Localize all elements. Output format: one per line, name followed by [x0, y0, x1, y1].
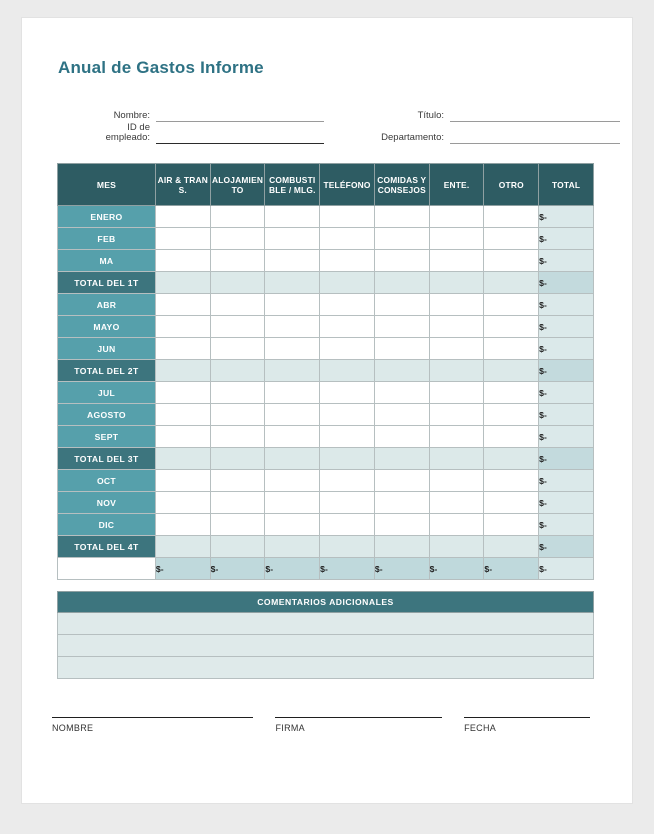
signature-line-nombre[interactable] [52, 708, 253, 718]
table-row [58, 536, 594, 558]
cell-input[interactable] [484, 404, 539, 426]
cell-input[interactable] [484, 470, 539, 492]
cell-input[interactable] [484, 426, 539, 448]
cell-input[interactable] [265, 470, 320, 492]
field-name [52, 108, 324, 122]
cell-input[interactable] [429, 338, 484, 360]
cell-input[interactable] [484, 338, 539, 360]
comments-title: COMENTARIOS ADICIONALES [58, 592, 594, 613]
cell-input[interactable] [429, 514, 484, 536]
cell-input[interactable] [320, 404, 375, 426]
field-department [324, 130, 620, 144]
cell-input[interactable] [429, 272, 484, 294]
cell-input[interactable] [320, 382, 375, 404]
table-row [58, 382, 594, 404]
cell-input[interactable] [210, 316, 265, 338]
cell-input[interactable] [484, 272, 539, 294]
title-input[interactable] [450, 108, 620, 122]
cell-input[interactable] [374, 514, 429, 536]
table-row [58, 558, 594, 580]
comment-row [58, 635, 594, 657]
cell-input[interactable] [429, 316, 484, 338]
field-title [324, 108, 620, 122]
form-row-id-department [52, 122, 612, 144]
cell-input[interactable] [155, 536, 210, 558]
column-header-ente: ENTE. [429, 164, 484, 206]
cell-row-total: $- [539, 272, 594, 294]
cell-input[interactable] [210, 206, 265, 228]
signature-block-nombre [52, 708, 253, 733]
row-label-total-del-3t: TOTAL DEL 3T [58, 448, 156, 470]
cell-input[interactable] [484, 382, 539, 404]
cell-input[interactable] [265, 426, 320, 448]
expense-table [57, 163, 594, 580]
cell-input[interactable] [374, 404, 429, 426]
employee-id-input[interactable] [156, 130, 324, 144]
cell-input[interactable] [265, 448, 320, 470]
comment-input[interactable] [58, 635, 594, 657]
cell-input[interactable] [210, 514, 265, 536]
cell-input[interactable] [210, 426, 265, 448]
cell-input[interactable] [265, 492, 320, 514]
cell-input[interactable]: $- [265, 558, 320, 580]
cell-input[interactable] [155, 338, 210, 360]
cell-input[interactable] [484, 228, 539, 250]
comment-row [58, 657, 594, 679]
form-row-name-title [52, 104, 612, 122]
employee-id-label-line2: empleado: [105, 132, 150, 143]
cell-input[interactable] [484, 250, 539, 272]
table-row [58, 228, 594, 250]
cell-input[interactable] [265, 514, 320, 536]
cell-input[interactable] [320, 250, 375, 272]
cell-input[interactable] [155, 404, 210, 426]
cell-input[interactable] [374, 294, 429, 316]
cell-input[interactable] [210, 404, 265, 426]
employee-id-label-line1: ID de [127, 122, 150, 133]
cell-row-total: $- [539, 492, 594, 514]
signature-block-firma [275, 708, 442, 733]
comment-input[interactable] [58, 613, 594, 635]
cell-row-total: $- [539, 382, 594, 404]
cell-input[interactable] [155, 316, 210, 338]
cell-row-total: $- [539, 470, 594, 492]
cell-input[interactable] [374, 426, 429, 448]
cell-input[interactable] [429, 206, 484, 228]
column-header-total: TOTAL [539, 164, 594, 206]
signature-line-fecha[interactable] [464, 708, 590, 718]
column-header-alojamiento: ALOJAMIENTO [210, 164, 265, 206]
cell-input[interactable] [429, 470, 484, 492]
cell-input[interactable] [484, 316, 539, 338]
cell-input[interactable] [210, 536, 265, 558]
name-input[interactable] [156, 108, 324, 122]
cell-input[interactable] [374, 316, 429, 338]
cell-row-total: $- [539, 426, 594, 448]
cell-row-total: $- [539, 338, 594, 360]
signature-area [52, 708, 612, 733]
cell-input[interactable] [320, 294, 375, 316]
cell-input[interactable] [155, 272, 210, 294]
column-header-telefono: TELÉFONO [320, 164, 375, 206]
cell-row-total: $- [539, 206, 594, 228]
cell-input[interactable] [320, 206, 375, 228]
department-input[interactable] [450, 130, 620, 144]
cell-input[interactable] [374, 470, 429, 492]
signature-caption-fecha: FECHA [464, 723, 497, 733]
cell-input[interactable] [320, 316, 375, 338]
row-label-abr: ABR [58, 294, 156, 316]
row-label-sept: SEPT [58, 426, 156, 448]
column-header-combustible: COMBUSTIBLE / MLG. [265, 164, 320, 206]
row-label-blank [58, 558, 156, 580]
cell-input[interactable] [265, 360, 320, 382]
cell-input[interactable] [210, 272, 265, 294]
cell-input[interactable] [155, 228, 210, 250]
cell-input[interactable] [210, 338, 265, 360]
row-label-ma: MA [58, 250, 156, 272]
table-row [58, 448, 594, 470]
cell-input[interactable] [374, 338, 429, 360]
cell-input[interactable] [210, 228, 265, 250]
cell-input[interactable] [374, 382, 429, 404]
table-row [58, 294, 594, 316]
comment-row [58, 613, 594, 635]
cell-input[interactable] [320, 272, 375, 294]
cell-row-total: $- [539, 316, 594, 338]
title-label: Título: [417, 110, 444, 121]
cell-input[interactable] [484, 514, 539, 536]
cell-input[interactable] [155, 250, 210, 272]
cell-input[interactable] [484, 448, 539, 470]
cell-row-total: $- [539, 228, 594, 250]
comment-input[interactable] [58, 657, 594, 679]
table-header [58, 164, 594, 206]
table-row [58, 492, 594, 514]
row-label-total-del-1t: TOTAL DEL 1T [58, 272, 156, 294]
row-label-nov: NOV [58, 492, 156, 514]
cell-input[interactable] [374, 492, 429, 514]
table-row [58, 272, 594, 294]
cell-input[interactable] [320, 492, 375, 514]
name-label: Nombre: [113, 110, 150, 121]
signature-caption-firma: FIRMA [275, 723, 305, 733]
cell-input[interactable] [320, 360, 375, 382]
cell-input[interactable] [429, 360, 484, 382]
cell-input[interactable] [155, 492, 210, 514]
cell-input[interactable] [265, 250, 320, 272]
cell-input[interactable] [265, 294, 320, 316]
table-header-row [58, 164, 594, 206]
cell-input[interactable] [210, 448, 265, 470]
cell-input[interactable]: $- [429, 558, 484, 580]
table-row [58, 360, 594, 382]
cell-input[interactable] [210, 360, 265, 382]
row-label-total-del-4t: TOTAL DEL 4T [58, 536, 156, 558]
row-label-jun: JUN [58, 338, 156, 360]
document-page [22, 18, 632, 803]
cell-input[interactable] [374, 250, 429, 272]
cell-input[interactable] [210, 492, 265, 514]
cell-input[interactable] [265, 228, 320, 250]
column-header-otro: OTRO [484, 164, 539, 206]
cell-input[interactable] [429, 294, 484, 316]
cell-input[interactable] [374, 228, 429, 250]
row-label-dic: DIC [58, 514, 156, 536]
table-row [58, 426, 594, 448]
cell-input[interactable] [429, 448, 484, 470]
table-row [58, 250, 594, 272]
cell-input[interactable] [155, 426, 210, 448]
cell-input[interactable] [210, 470, 265, 492]
cell-input[interactable] [155, 206, 210, 228]
cell-input[interactable] [265, 382, 320, 404]
cell-input[interactable] [265, 338, 320, 360]
cell-input[interactable]: $- [484, 558, 539, 580]
cell-input[interactable]: $- [155, 558, 210, 580]
cell-input[interactable] [155, 360, 210, 382]
cell-input[interactable] [320, 448, 375, 470]
table-body [58, 206, 594, 580]
table-row [58, 338, 594, 360]
cell-input[interactable] [265, 206, 320, 228]
cell-input[interactable] [429, 404, 484, 426]
cell-row-total: $- [539, 536, 594, 558]
table-row [58, 404, 594, 426]
cell-input[interactable] [374, 448, 429, 470]
comments-header [58, 592, 594, 613]
cell-input[interactable]: $- [374, 558, 429, 580]
table-row [58, 514, 594, 536]
cell-row-total: $- [539, 404, 594, 426]
cell-input[interactable] [210, 250, 265, 272]
cell-input[interactable] [265, 404, 320, 426]
cell-input[interactable] [374, 360, 429, 382]
column-header-comidas: COMIDAS Y CONSEJOS [374, 164, 429, 206]
signature-line-firma[interactable] [275, 708, 442, 718]
comments-table [57, 591, 594, 679]
cell-input[interactable] [155, 470, 210, 492]
cell-row-total: $- [539, 360, 594, 382]
cell-input[interactable] [484, 492, 539, 514]
cell-input[interactable] [155, 382, 210, 404]
cell-input[interactable] [320, 426, 375, 448]
cell-row-total: $- [539, 448, 594, 470]
row-label-mayo: MAYO [58, 316, 156, 338]
page-title: Anual de Gastos Informe [58, 58, 264, 77]
cell-input[interactable] [155, 514, 210, 536]
cell-input[interactable] [210, 382, 265, 404]
cell-input[interactable] [320, 228, 375, 250]
cell-input[interactable] [374, 536, 429, 558]
cell-input[interactable] [320, 470, 375, 492]
cell-row-total: $- [539, 558, 594, 580]
cell-input[interactable] [374, 272, 429, 294]
cell-input[interactable] [320, 338, 375, 360]
cell-input[interactable]: $- [210, 558, 265, 580]
cell-input[interactable] [155, 448, 210, 470]
signature-caption-nombre: NOMBRE [52, 723, 94, 733]
cell-input[interactable] [484, 360, 539, 382]
form-fields [52, 104, 612, 144]
table-row [58, 470, 594, 492]
cell-input[interactable] [265, 536, 320, 558]
cell-input[interactable]: $- [320, 558, 375, 580]
row-label-agosto: AGOSTO [58, 404, 156, 426]
row-label-total-del-2t: TOTAL DEL 2T [58, 360, 156, 382]
cell-input[interactable] [265, 316, 320, 338]
signature-block-fecha [464, 708, 590, 733]
cell-input[interactable] [320, 514, 375, 536]
row-label-jul: JUL [58, 382, 156, 404]
row-label-oct: OCT [58, 470, 156, 492]
cell-input[interactable] [484, 206, 539, 228]
cell-input[interactable] [429, 426, 484, 448]
table-row [58, 316, 594, 338]
department-label: Departamento: [381, 132, 444, 143]
cell-input[interactable] [484, 536, 539, 558]
cell-input[interactable] [155, 294, 210, 316]
cell-input[interactable] [374, 206, 429, 228]
table-row [58, 206, 594, 228]
cell-input[interactable] [210, 294, 265, 316]
cell-row-total: $- [539, 514, 594, 536]
cell-input[interactable] [429, 536, 484, 558]
column-header-air-trans: AIR & TRANS. [155, 164, 210, 206]
cell-input[interactable] [429, 250, 484, 272]
cell-input[interactable] [429, 228, 484, 250]
column-header-mes: MES [58, 164, 156, 206]
field-employee-id [52, 123, 324, 144]
cell-input[interactable] [429, 382, 484, 404]
employee-id-label [52, 123, 150, 144]
cell-input[interactable] [265, 272, 320, 294]
cell-input[interactable] [484, 294, 539, 316]
cell-row-total: $- [539, 294, 594, 316]
comments-body [58, 613, 594, 679]
row-label-enero: ENERO [58, 206, 156, 228]
comments-header-row [58, 592, 594, 613]
cell-row-total: $- [539, 250, 594, 272]
cell-input[interactable] [429, 492, 484, 514]
row-label-feb: FEB [58, 228, 156, 250]
cell-input[interactable] [320, 536, 375, 558]
